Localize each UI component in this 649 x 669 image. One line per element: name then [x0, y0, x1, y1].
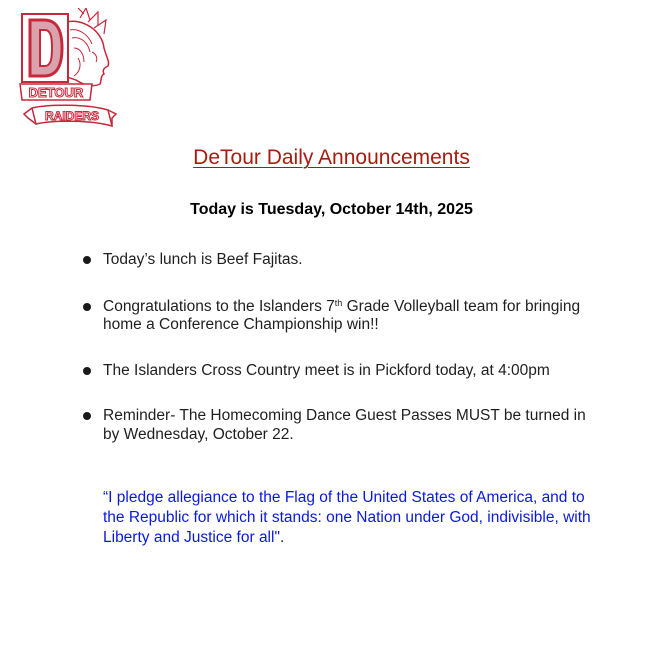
- bullet-icon: [83, 256, 91, 264]
- pledge-of-allegiance: [103, 488, 603, 548]
- pledge-text: “I pledge allegiance to the Flag of the United States of America, and to the Republic for which it stands: one Nation under God, indivisible, with Liberty and Justice for all": [103, 489, 591, 546]
- logo-line2: RAIDERS: [44, 109, 100, 123]
- announcements-list: [82, 251, 602, 444]
- list-item: [82, 362, 602, 381]
- volleyball-announcement: Congratulations to the Islanders 7th Grade Volleyball team for bringing home a Conference Championship win!!: [103, 297, 581, 333]
- date-line: Today is Tuesday, October 14th, 2025: [190, 201, 473, 218]
- bullet-icon: [83, 367, 91, 375]
- page-title: DeTour Daily Announcements: [193, 146, 470, 169]
- list-item: [82, 251, 602, 270]
- lunch-announcement: Today’s lunch is Beef Fajitas.: [103, 251, 303, 268]
- bullet-icon: [83, 303, 91, 311]
- raider-logo-icon: [18, 8, 118, 130]
- list-item: [82, 407, 602, 444]
- ordinal-suffix: th: [334, 297, 343, 308]
- pledge-period: .: [279, 529, 285, 546]
- cross-country-announcement: The Islanders Cross Country meet is in Pickford today, at 4:00pm: [103, 361, 550, 379]
- homecoming-announcement: Reminder- The Homecoming Dance Guest Passes MUST be turned in by Wednesday, October 22.: [103, 407, 586, 443]
- logo-line1: DETOUR: [28, 85, 84, 100]
- bullet-icon: [83, 412, 91, 420]
- list-item: [82, 298, 602, 335]
- detour-raiders-logo: [18, 8, 118, 130]
